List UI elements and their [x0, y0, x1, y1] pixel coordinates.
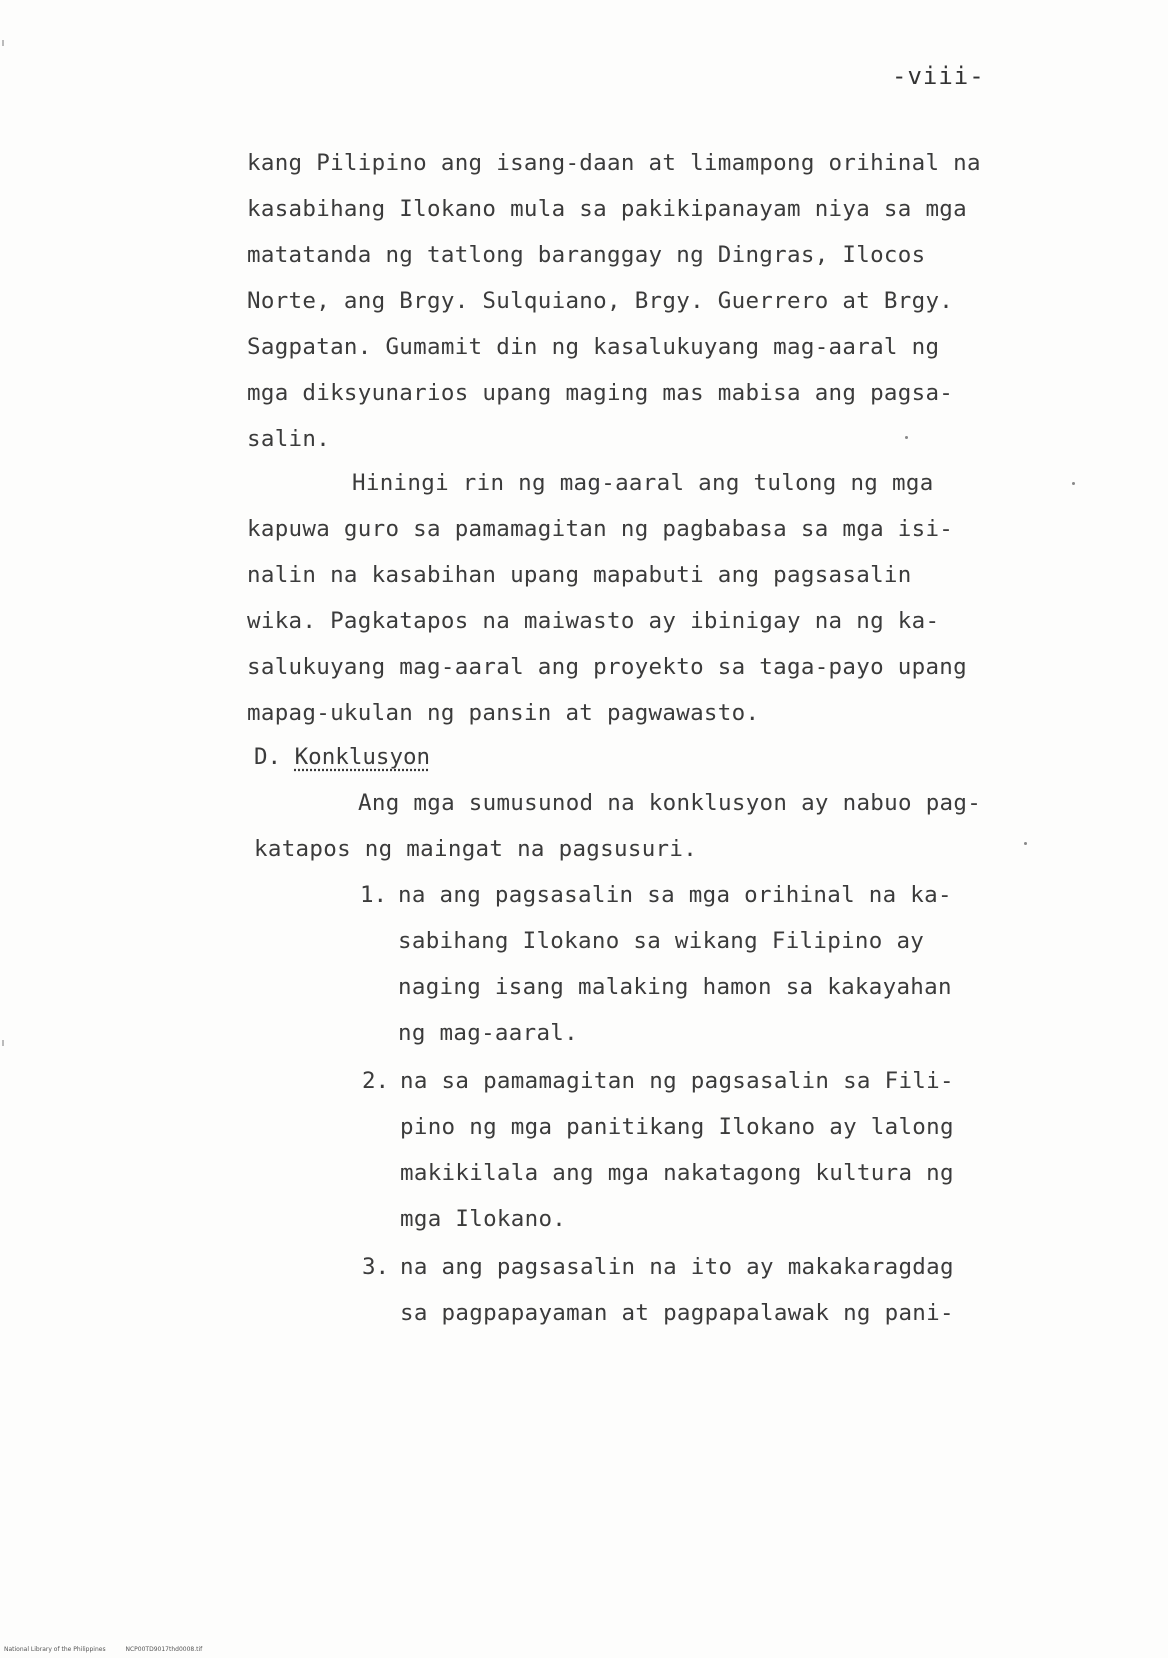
section-d-heading	[254, 744, 430, 770]
list-item-1-line-1: na ang pagsasalin sa mga orihinal na ka-	[398, 882, 952, 908]
list-item-number-2: 2.	[362, 1068, 390, 1094]
paragraph1-line-1: kang Pilipino ang isang-daan at limampong orihinal na	[247, 150, 981, 176]
page-number: -viii-	[892, 62, 985, 90]
paragraph1-line-3: matatanda ng tatlong baranggay ng Dingras, Ilocos	[247, 242, 926, 268]
paragraph1-line-7: salin.	[247, 426, 331, 452]
paragraph2-line-5: salukuyang mag-aaral ang proyekto sa taga-payo upang	[247, 654, 967, 680]
scan-edge-mark	[2, 40, 4, 46]
scan-speck	[1024, 842, 1027, 845]
paragraph1-line-2: kasabihang Ilokano mula sa pakikipanayam niya sa mga	[247, 196, 967, 222]
paragraph3-line-2: katapos ng maingat na pagsusuri.	[254, 836, 698, 862]
list-item-1-line-2: sabihang Ilokano sa wikang Filipino ay	[398, 928, 925, 954]
list-item-1-line-4: ng mag-aaral.	[398, 1020, 578, 1046]
paragraph1-line-5: Sagpatan. Gumamit din ng kasalukuyang mag-aaral ng	[247, 334, 940, 360]
scan-speck	[1072, 482, 1075, 485]
paragraph2-line-3: nalin na kasabihan upang mapabuti ang pagsasalin	[247, 562, 912, 588]
footer-library: National Library of the Philippines	[4, 1646, 106, 1653]
paragraph2-line-1: Hiningi rin ng mag-aaral ang tulong ng mga	[352, 470, 934, 496]
list-item-number-3: 3.	[362, 1254, 390, 1280]
section-d-label: D.	[254, 744, 282, 770]
list-item-1-line-3: naging isang malaking hamon sa kakayahan	[398, 974, 952, 1000]
list-item-3-line-1: na ang pagsasalin na ito ay makakaragdag	[400, 1254, 954, 1280]
paragraph2-line-2: kapuwa guro sa pamamagitan ng pagbabasa sa mga isi-	[247, 516, 954, 542]
paragraph1-line-6: mga diksyunarios upang maging mas mabisa ang pagsa-	[247, 380, 954, 406]
section-d-title: Konklusyon	[294, 744, 431, 770]
list-item-2-line-4: mga Ilokano.	[400, 1206, 567, 1232]
paragraph2-line-4: wika. Pagkatapos na maiwasto ay ibinigay na ng ka-	[247, 608, 940, 634]
list-item-3-line-2: sa pagpapayaman at pagpapalawak ng pani-	[400, 1300, 954, 1326]
scan-edge-mark	[2, 1040, 4, 1046]
list-item-number-1: 1.	[360, 882, 388, 908]
footer-file: NCP00TD9017thd0008.tif	[125, 1646, 203, 1653]
paragraph1-line-4: Norte, ang Brgy. Sulquiano, Brgy. Guerrero at Brgy.	[247, 288, 954, 314]
list-item-2-line-3: makikilala ang mga nakatagong kultura ng	[400, 1160, 954, 1186]
paragraph3-line-1: Ang mga sumusunod na konklusyon ay nabuo pag-	[358, 790, 982, 816]
scan-footer	[4, 1646, 220, 1653]
list-item-2-line-2: pino ng mga panitikang Ilokano ay lalong	[400, 1114, 954, 1140]
scan-speck	[905, 436, 908, 439]
list-item-2-line-1: na sa pamamagitan ng pagsasalin sa Fili-	[400, 1068, 954, 1094]
paragraph2-line-6: mapag-ukulan ng pansin at pagwawasto.	[247, 700, 760, 726]
